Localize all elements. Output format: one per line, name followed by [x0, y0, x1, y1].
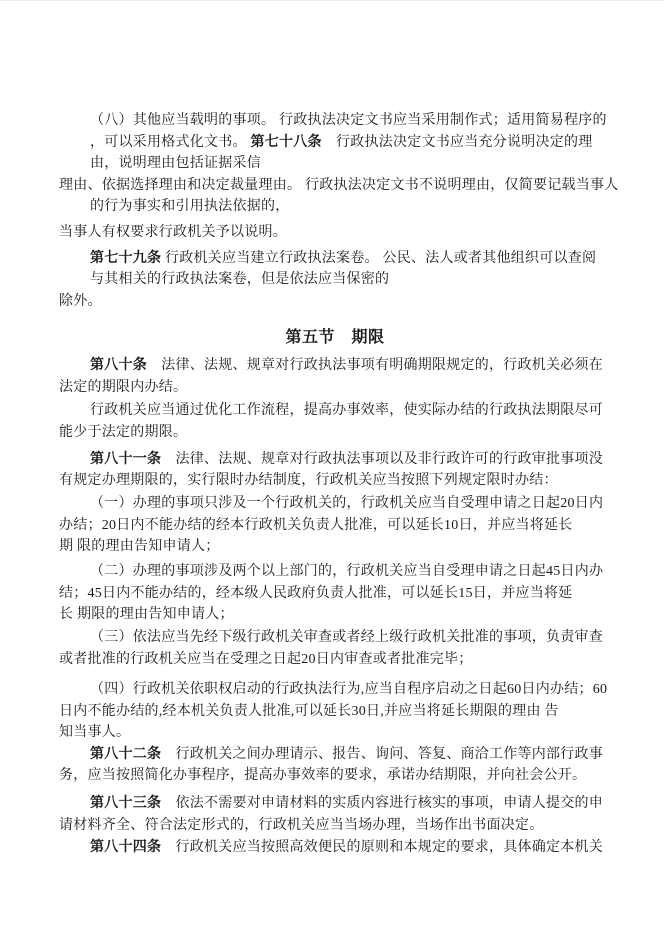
- text-line: [59, 561, 611, 583]
- article-number: 第八十三条: [90, 796, 162, 811]
- text-line: [59, 744, 611, 766]
- article-number: 第八十二条: [90, 746, 162, 762]
- text-segment: 理由、依据选择理由和决定裁量理由。 行政执法决定文书不说明理由，仅简要记载当事人: [59, 177, 619, 193]
- paragraph: [59, 449, 611, 492]
- text-segment: 日内不能办结的,经本机关负责人批准,可以延长30日,并应当将延长期限的理由 告: [59, 703, 559, 719]
- text-line: [59, 175, 619, 197]
- paragraph: [59, 793, 611, 836]
- article-number: 第八十四条: [90, 840, 162, 855]
- text-line: [59, 449, 611, 471]
- text-line: [59, 248, 611, 270]
- text-segment: 法律、法规、规章对行政执法事项以及非行政许可的行政审批事项没: [161, 451, 603, 467]
- text-segment: 期 限的理由告知申请人；: [59, 539, 220, 554]
- text-segment: 能少于法定的期限。: [59, 424, 188, 440]
- text-segment: （八）其他应当载明的事项。 行政执法决定文书应当采用制作式；适用简易程序的: [90, 113, 607, 128]
- text-line: [59, 604, 611, 626]
- text-line: [59, 722, 611, 744]
- paragraph: [59, 400, 611, 443]
- text-segment: 由，说明理由包括证据采信: [90, 156, 261, 171]
- text-line: [59, 470, 611, 492]
- text-segment: ，可以采用格式化文书。: [90, 134, 251, 150]
- text-line: [59, 493, 611, 515]
- text-line: [59, 627, 611, 649]
- text-segment: 行政机关应当按照高效便民的原则和本规定的要求，具体确定本机关: [161, 840, 603, 855]
- text-line: [59, 377, 611, 399]
- text-line: [59, 701, 611, 723]
- text-line: [59, 196, 611, 218]
- text-line: [59, 110, 611, 132]
- text-line: [59, 222, 611, 244]
- text-segment: 与其相关的行政执法案卷，但是依法应当保密的: [90, 272, 390, 287]
- text-segment: 有规定办理期限的，实行限时办结制度，行政机关应当按照下列规定限时办结：: [59, 473, 558, 488]
- text-line: [59, 132, 611, 154]
- text-segment: 法律、法规、规章对行政执法事项有明确期限规定的，行政机关必须在: [147, 358, 603, 373]
- text-segment: 务，应当按照简化办事程序，提高办事效率的要求，承诺办结期限，并向社会公开。: [59, 768, 587, 783]
- paragraph: [59, 744, 611, 787]
- text-segment: （三）依法应当先经下级行政机关审查或者经上级行政机关批准的事项，负责审查: [90, 630, 603, 645]
- text-segment: （四）行政机关依职权启动的行政执法行为,应当自程序启动之日起60日内办结；60: [90, 682, 608, 697]
- paragraph: [59, 355, 611, 398]
- text-segment: 法定的期限内办结。: [59, 379, 188, 395]
- text-segment: 结；45日内不能办结的，经本级人民政府负责人批准，可以延长15日，并应当将延: [59, 585, 573, 601]
- text-line: [59, 400, 611, 422]
- text-segment: 除外。: [59, 293, 102, 309]
- paragraph: [59, 627, 611, 670]
- text-line: [59, 583, 611, 605]
- article-number: 第八十条: [90, 358, 147, 373]
- article-number: 第八十一条: [90, 451, 162, 467]
- text-line: [59, 793, 611, 815]
- text-segment: 依法不需要对申请材料的实质内容进行核实的事项，申请人提交的申: [161, 796, 603, 811]
- text-line: [59, 649, 611, 671]
- text-line: [59, 355, 611, 377]
- text-segment: 长 期限的理由告知申请人；: [59, 607, 234, 622]
- paragraph: [59, 493, 611, 558]
- text-segment: 行政执法决定文书应当充分说明决定的理: [321, 134, 593, 150]
- text-line: [59, 422, 611, 444]
- paragraph: [59, 110, 619, 218]
- text-segment: （一）办理的事项只涉及一个行政机关的，行政机关应当自受理申请之日起20日内: [90, 496, 604, 511]
- paragraph: [59, 837, 611, 859]
- text-segment: 行政机关应当建立行政执法案卷。 公民、法人或者其他组织可以查阅: [161, 250, 597, 266]
- text-line: [59, 679, 611, 701]
- text-line: [59, 765, 611, 787]
- text-line: [59, 269, 611, 291]
- text-line: [59, 153, 611, 175]
- text-segment: 请材料齐全、符合法定形式的，行政机关应当当场办理，当场作出书面决定。: [59, 817, 544, 833]
- text-segment: 当事人有权要求行政机关予以说明。: [59, 225, 287, 240]
- text-segment: 知当事人。: [59, 725, 131, 740]
- document-content: [59, 110, 619, 859]
- article-number: 第七十九条: [90, 250, 162, 266]
- text-segment: 的行为事实和引用执法依据的，: [90, 199, 290, 214]
- text-line: [59, 515, 611, 537]
- paragraph: [59, 248, 611, 313]
- text-line: [59, 837, 611, 859]
- text-segment: （二）办理的事项涉及两个以上部门的，行政机关应当自受理申请之日起45日内办: [90, 564, 604, 579]
- paragraph: [59, 561, 611, 626]
- text-segment: 或者批准的行政机关应当在受理之日起20日内审查或者批准完毕；: [59, 651, 473, 667]
- paragraph: [59, 679, 611, 744]
- article-number: 第七十八条: [250, 134, 322, 150]
- text-line: [59, 815, 611, 837]
- section-heading: 第五节 期限: [285, 328, 385, 346]
- text-segment: 行政机关之间办理请示、报告、询问、答复、商洽工作等内部行政事: [161, 746, 603, 762]
- text-segment: 办结；20日内不能办结的经本行政机关负责人批准，可以延长10日，并应当将延长: [59, 517, 573, 533]
- text-line: [59, 536, 611, 558]
- text-line: [59, 291, 611, 313]
- text-segment: 行政机关应当通过优化工作流程，提高办事效率，使实际办结的行政执法期限尽可: [90, 403, 603, 418]
- paragraph: [59, 222, 611, 244]
